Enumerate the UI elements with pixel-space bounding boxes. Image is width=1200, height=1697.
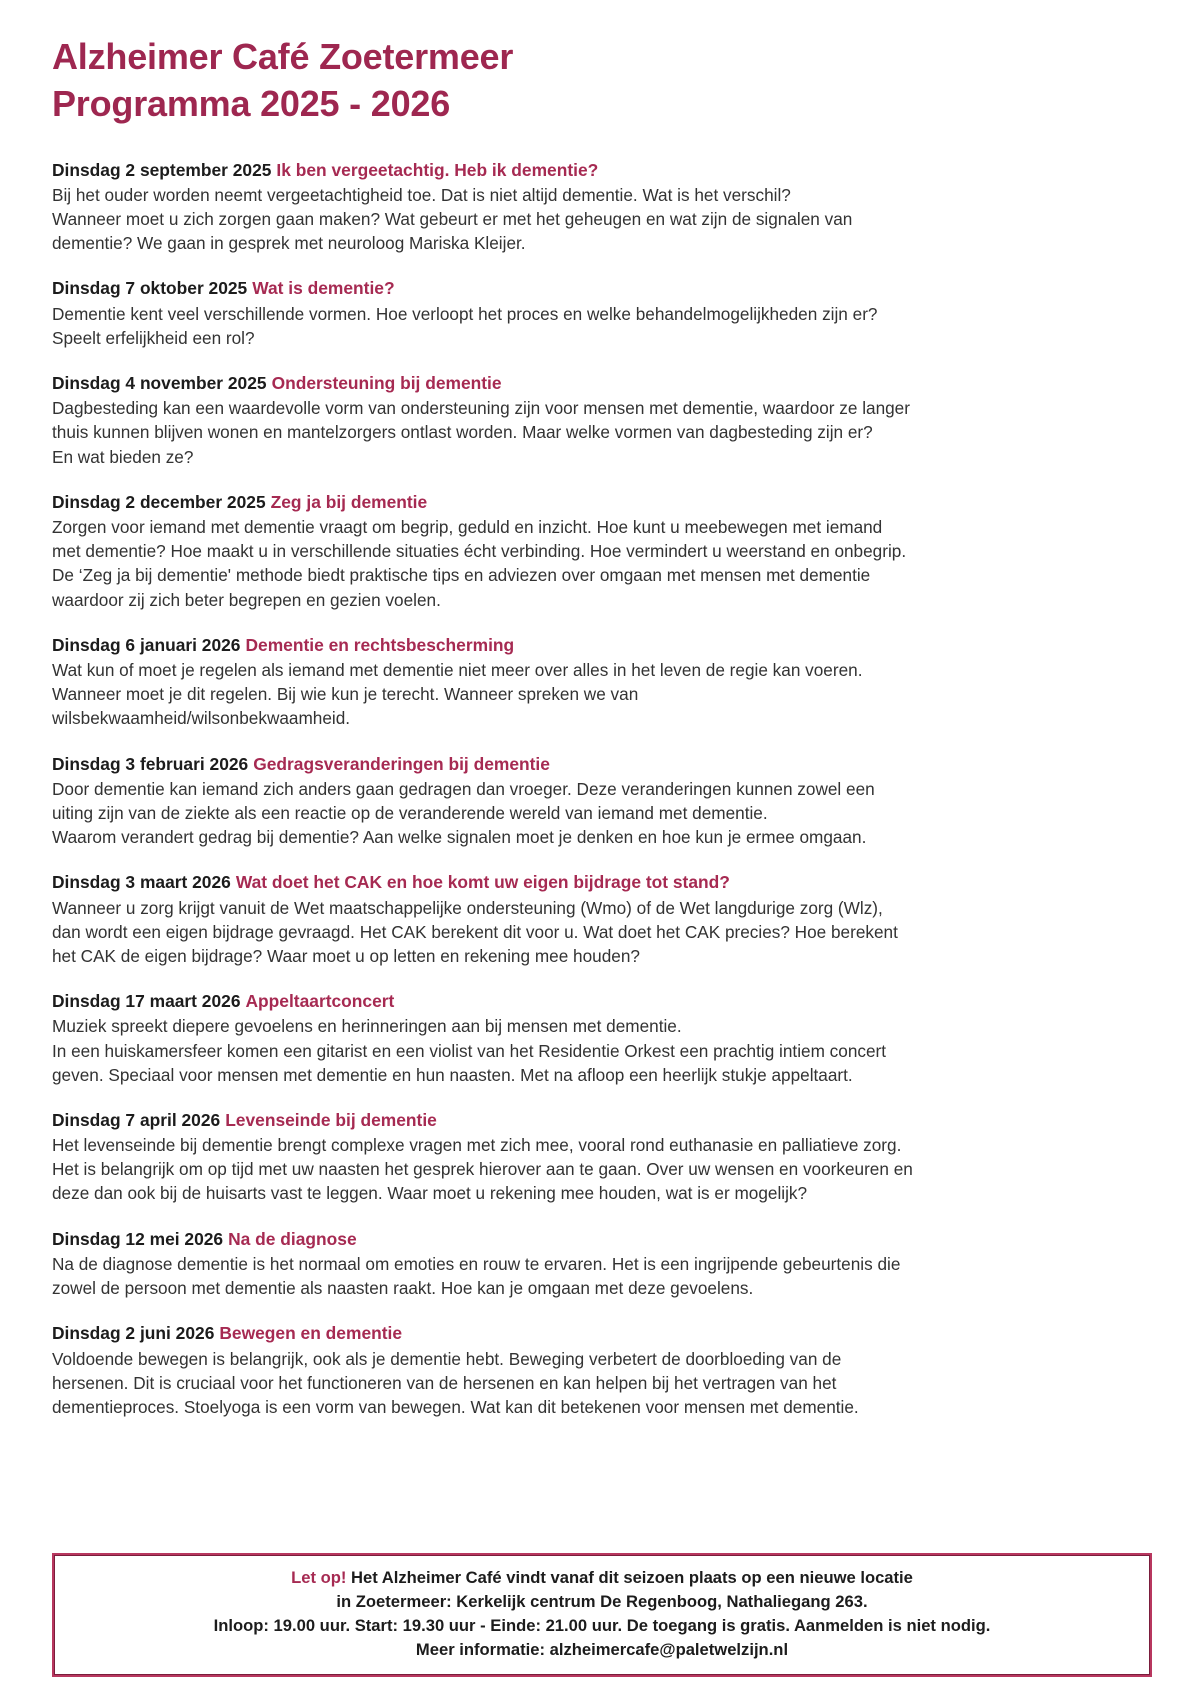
entry-description-line: Voldoende bewegen is belangrijk, ook als je dementie hebt. Beweging verbetert de doorbloeding van de [52,1348,842,1369]
entry-description-line: het CAK de eigen bijdrage? Waar moet u op letten en rekening mee houden? [52,945,640,966]
program-entry [52,372,1152,469]
entry-description [52,396,1064,468]
entry-heading [52,634,1152,657]
entry-description-line: Door dementie kan iemand zich anders gaan gedragen dan vroeger. Deze veranderingen kunnen zowel een [52,778,875,799]
entry-description-line: Muziek spreekt diepere gevoelens en herinneringen aan bij mensen met dementie. [52,1016,682,1037]
entry-topic: Wat doet het CAK en hoe komt uw eigen bijdrage tot stand? [235,872,730,893]
program-entry [52,634,1152,731]
entry-description-line: Het is belangrijk om op tijd met uw naasten het gesprek hierover aan te gaan. Over uw wensen en voorkeuren en [52,1159,913,1180]
entry-date: Dinsdag 2 juni 2026 [52,1323,215,1344]
entry-heading [52,753,1152,776]
entry-description-line: En wat bieden ze? [52,446,194,467]
entry-description [52,183,1064,255]
entry-date: Dinsdag 7 oktober 2025 [52,278,248,299]
entry-date: Dinsdag 3 februari 2026 [52,753,249,774]
notice-line-3: Inloop: 19.00 uur. Start: 19.30 uur - Einde: 21.00 uur. De toegang is gratis. Aanmelden is niet nodig. [213,1616,991,1636]
entry-topic: Bewegen en dementie [219,1323,403,1344]
entry-description-line: Wanneer moet u zich zorgen gaan maken? Wat gebeurt er met het geheugen en wat zijn de signalen van [52,209,853,230]
entry-heading [52,1109,1152,1132]
program-entry [52,1322,1152,1419]
entry-description [52,1347,1064,1419]
entry-description-line: Wat kun of moet je regelen als iemand met dementie niet meer over alles in het leven de regie kan voeren. [52,660,863,681]
entry-description-line: Wanneer moet je dit regelen. Bij wie kun je terecht. Wanneer spreken we van [52,684,639,705]
notice-alert-label: Let op! [291,1568,347,1588]
entry-heading [52,1322,1152,1345]
program-entry [52,753,1152,850]
entry-description-line: Dementie kent veel verschillende vormen. Hoe verloopt het proces en welke behandelmogelijkheden zijn er? [52,303,878,324]
entry-description-line: Speelt erfelijkheid een rol? [52,327,255,348]
notice-line-1-text: Het Alzheimer Café vindt vanaf dit seizoen plaats op een nieuwe locatie [351,1568,913,1588]
entry-description-line: dan wordt een eigen bijdrage gevraagd. Het CAK berekent dit voor u. Wat doet het CAK precies? Hoe berekent [52,921,898,942]
entry-topic: Appeltaartconcert [245,991,395,1012]
entry-description-line: dementieproces. Stoelyoga is een vorm van bewegen. Wat kan dit betekenen voor mensen met dementie. [52,1396,859,1417]
entry-description-line: dementie? We gaan in gesprek met neuroloog Mariska Kleijer. [52,233,526,254]
entry-description-line: waardoor zij zich beter begrepen en gezien voelen. [52,589,441,610]
entry-topic: Dementie en rechtsbescherming [245,634,515,655]
program-entry [52,871,1152,968]
program-entry [52,990,1152,1087]
entry-description-line: geven. Speciaal voor mensen met dementie en hun naasten. Met na afloop een heerlijk stukje appeltaart. [52,1064,853,1085]
entry-topic: Gedragsveranderingen bij dementie [253,753,550,774]
entry-heading [52,871,1152,894]
entry-description-line: zowel de persoon met dementie als naasten raakt. Hoe kan je omgaan met deze gevoelens. [52,1278,754,1299]
entry-description [52,1133,1064,1205]
notice-box [52,1553,1152,1677]
program-entry [52,277,1152,350]
entry-description-line: uiting zijn van de ziekte als een reactie op de veranderende wereld van iemand met dementie. [52,802,768,823]
entry-description-line: hersenen. Dit is cruciaal voor het functioneren van de hersenen en kan helpen bij het vertragen van het [52,1372,837,1393]
page-title-line-2: Programma 2025 - 2026 [52,82,451,124]
entry-description [52,302,1064,350]
page-title-line-1: Alzheimer Café Zoetermeer [52,36,514,77]
program-entry [52,491,1152,612]
entry-heading [52,277,1152,300]
entry-topic: Zeg ja bij dementie [270,491,428,512]
entry-description [52,896,1064,968]
entry-description-line: Na de diagnose dementie is het normaal om emoties en rouw te ervaren. Het is een ingrijpende gebeurtenis die [52,1253,901,1274]
entry-description-line: In een huiskamersfeer komen een gitarist en een violist van het Residentie Orkest een prachtig intiem concert [52,1040,887,1061]
entry-description-line: Waarom verandert gedrag bij dementie? Aan welke signalen moet je denken en hoe kun je ermee omgaan. [52,827,867,848]
entry-date: Dinsdag 12 mei 2026 [52,1228,224,1249]
entry-description [52,1252,1064,1300]
entry-description [52,1014,1064,1086]
notice-line-4: Meer informatie: alzheimercafe@paletwelzijn.nl [415,1640,789,1660]
entry-topic: Ik ben vergeetachtig. Heb ik dementie? [276,159,599,180]
entry-date: Dinsdag 2 december 2025 [52,491,266,512]
entry-date: Dinsdag 6 januari 2026 [52,634,241,655]
entry-topic: Levenseinde bij dementie [225,1109,437,1130]
entry-description [52,515,1064,612]
entry-description-line: Wanneer u zorg krijgt vanuit de Wet maatschappelijke ondersteuning (Wmo) of de Wet langdurige zorg (Wlz), [52,897,883,918]
program-entry [52,1109,1152,1206]
entry-description-line: Dagbesteding kan een waardevolle vorm van ondersteuning zijn voor mensen met dementie, waardoor ze langer [52,398,910,419]
entry-topic: Na de diagnose [228,1228,357,1249]
entry-description [52,777,1064,849]
entry-heading [52,990,1152,1013]
entry-topic: Wat is dementie? [252,278,395,299]
notice-line-1 [70,1566,1134,1590]
program-entry [52,159,1152,256]
program-entry [52,1228,1152,1301]
entry-date: Dinsdag 17 maart 2026 [52,991,241,1012]
entry-heading [52,1228,1152,1251]
entry-description-line: Het levenseinde bij dementie brengt complexe vragen met zich mee, vooral rond euthanasie en palliatieve zorg. [52,1135,902,1156]
entry-description-line: wilsbekwaamheid/wilsonbekwaamheid. [52,708,351,729]
entry-date: Dinsdag 7 april 2026 [52,1109,221,1130]
entry-heading [52,372,1152,395]
program-list [52,159,1152,1419]
entry-date: Dinsdag 3 maart 2026 [52,872,231,893]
entry-topic: Ondersteuning bij dementie [271,373,502,393]
entry-description-line: Zorgen voor iemand met dementie vraagt om begrip, geduld en inzicht. Hoe kunt u meebewegen met iemand [52,517,883,538]
entry-description-line: De ‘Zeg ja bij dementie' methode biedt praktische tips en adviezen over omgaan met mensen met dementie [52,565,871,586]
entry-description-line: met dementie? Hoe maakt u in verschillende situaties écht verbinding. Hoe vermindert u weerstand en onbegrip. [52,541,907,562]
entry-date: Dinsdag 4 november 2025 [52,373,267,393]
page-title [52,26,1152,128]
entry-date: Dinsdag 2 september 2025 [52,159,272,180]
entry-heading [52,491,1152,514]
entry-description-line: deze dan ook bij de huisarts vast te leggen. Waar moet u rekening mee houden, wat is er mogelijk? [52,1183,808,1204]
entry-description [52,658,1064,730]
entry-description-line: Bij het ouder worden neemt vergeetachtigheid toe. Dat is niet altijd dementie. Wat is het verschil? [52,184,791,205]
entry-description-line: thuis kunnen blijven wonen en mantelzorgers ontlast worden. Maar welke vormen van dagbesteding zijn er? [52,422,873,443]
notice-line-2: in Zoetermeer: Kerkelijk centrum De Regenboog, Nathaliegang 263. [336,1592,868,1612]
entry-heading [52,159,1152,182]
